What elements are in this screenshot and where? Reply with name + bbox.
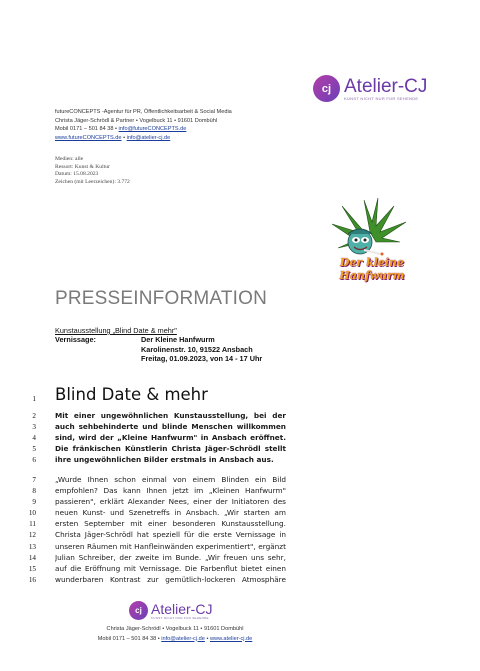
- text-line: [22, 552, 286, 563]
- meta-block: [55, 156, 255, 186]
- text-line: [22, 474, 286, 485]
- text-line: [22, 507, 286, 518]
- separator: •: [123, 134, 126, 141]
- separator: •: [206, 635, 209, 642]
- paragraph-line: Mit einer ungewöhnlichen Kunstausstellung, bei der: [55, 411, 286, 420]
- line-number: 4: [32, 434, 36, 443]
- line-number: 10: [28, 509, 36, 518]
- text-line: [22, 421, 286, 432]
- line-number: 2: [32, 412, 36, 420]
- event-address: Karolinenstr. 10, 91522 Ansbach: [141, 344, 253, 354]
- body-paragraph: [22, 474, 286, 585]
- line-number: 12: [28, 531, 36, 540]
- paragraph-line: passieren", erklärt Alexander Nees, einer der Initiatoren des: [55, 497, 286, 507]
- footer-address: Christa Jäger-Schrödl • Vogelbuck 11 • 91601 Dombühl: [106, 626, 244, 632]
- text-line: [22, 529, 286, 540]
- meta-medien: Medien: alle: [55, 156, 84, 162]
- text-line: [22, 541, 286, 552]
- footer-email-link[interactable]: info@atelier-cj.de: [161, 635, 205, 642]
- text-line: [22, 563, 286, 574]
- line-number: 16: [28, 575, 36, 584]
- logo-name: Atelier-CJ: [344, 75, 428, 97]
- text-line: [22, 432, 286, 443]
- line-number: 14: [28, 553, 36, 562]
- paragraph-line: Die fränkischen Künstlerin Christa Jäger-Schrödl stellt: [55, 444, 286, 454]
- paragraph-line: Christa Jäger-Schrödl hat speziell für die erste Vernissage in: [55, 530, 286, 540]
- paragraph-line: Julian Schreiber, der zweite im Bunde. „Wir freuen uns sehr,: [55, 552, 286, 562]
- paragraph-line: ihre ungewöhnlichen Bilder erstmals in Ansbach aus.: [55, 455, 274, 465]
- footer-logo-name: Atelier-CJ: [151, 600, 213, 617]
- footer: [60, 625, 290, 644]
- paragraph-line: sind, wird der „Kleine Hanfwurm" in Ansbach eröffnet.: [55, 433, 286, 443]
- text-line: [22, 443, 286, 454]
- atelier-email-link[interactable]: info@atelier-cj.de: [126, 134, 171, 141]
- line-number: 6: [32, 456, 36, 465]
- agency-line-3: [55, 125, 315, 134]
- logo-tagline: KUNST NICHT NUR FÜR SEHENDE: [344, 95, 419, 101]
- paragraph-line: auch sehbehinderte und blinde Menschen willkommen: [55, 422, 286, 432]
- paragraph-line: „Wurde Ihnen schon einmal von einem Blinden ein Bild: [55, 475, 286, 484]
- footer-atelier-cj-logo: [129, 601, 212, 620]
- agency-line-4: [55, 134, 315, 143]
- text-line: [22, 574, 286, 585]
- text-line: [22, 410, 286, 421]
- footer-phone: Mobil 0171 – 501 84 38 •: [97, 635, 160, 642]
- event-subject: Kunstausstellung „Blind Date & mehr": [55, 326, 177, 335]
- line-number: 9: [32, 498, 36, 507]
- paragraph-line: wunderbaren Kontrast zur gemütlich-lockeren Atmosphäre: [55, 574, 286, 584]
- meta-ressort: Ressort: Kunst & Kultur: [55, 163, 110, 170]
- agency-email-link[interactable]: info@futureCONCEPTS.de: [118, 126, 187, 133]
- article-title: Blind Date & mehr: [55, 385, 208, 404]
- agency-line-1: futureCONCEPTS -Agentur für PR, Öffentlichkeitsarbeit & Social Media: [55, 109, 232, 115]
- paragraph-line: empfohlen? Das kann Ihnen jetzt im „Kleinen Hanfwurm": [55, 486, 286, 496]
- line-number: 5: [32, 445, 36, 454]
- line-number: 13: [28, 542, 36, 551]
- line-number: 1: [32, 395, 36, 403]
- meta-datum: Datum: 15.08.2023: [55, 171, 99, 178]
- lede-paragraph: [22, 410, 286, 465]
- line-number: 3: [32, 423, 36, 432]
- cj-logo-mark: cj: [313, 75, 340, 102]
- text-line: [22, 496, 286, 507]
- text-line: [22, 485, 286, 496]
- agency-web-link[interactable]: www.futureCONCEPTS.de: [55, 134, 122, 141]
- paragraph-line: auf die Eröffnung mit Vernissage. Die Farbenflut bietet einen: [55, 563, 286, 573]
- footer-contact: [60, 635, 290, 645]
- agency-phone: Mobil 0171 – 501 84 38 •: [55, 126, 117, 133]
- agency-address: [55, 108, 315, 142]
- line-number: 11: [29, 520, 36, 529]
- cj-logo-mark: cj: [129, 601, 148, 620]
- vernissage-row: [55, 335, 295, 344]
- event-place: Der Kleine Hanfwurm: [141, 335, 215, 345]
- paragraph-line: ersten September mit einer besonderen Kunstausstellung.: [55, 519, 286, 529]
- text-line: [22, 518, 286, 529]
- agency-line-2: Christa Jäger-Schrödl & Partner • Vogelbuck 11 • 91601 Dombühl: [55, 117, 218, 124]
- atelier-cj-logo: [313, 75, 427, 102]
- meta-zeichen: Zeichen (mit Leerzeichen): 3.772: [55, 178, 130, 185]
- event-datetime: Freitag, 01.09.2023, von 14 - 17 Uhr: [141, 354, 263, 364]
- text-line: [22, 454, 286, 465]
- line-number: 15: [28, 564, 36, 573]
- vernissage-label: Vernissage:: [55, 335, 96, 345]
- hanfwurm-logo-text: Der kleine Hanfwurm: [339, 256, 405, 282]
- hanfwurm-logo: [320, 192, 420, 284]
- line-number: 7: [32, 476, 36, 484]
- paragraph-line: neuen Kunst- und Szenetreffs in Ansbach. „Wir starten am: [55, 508, 286, 518]
- event-info: [55, 326, 295, 364]
- line-number: 8: [32, 487, 36, 496]
- footer-web-link[interactable]: www.atelier-cj.de: [209, 635, 253, 642]
- footer-logo-tagline: KUNST NICHT NUR FÜR SEHENDE: [151, 615, 209, 620]
- paragraph-line: unseren Räumen mit Hanfleinwänden experimentiert", ergänzt: [55, 541, 286, 551]
- page-title: PRESSEINFORMATION: [55, 288, 268, 309]
